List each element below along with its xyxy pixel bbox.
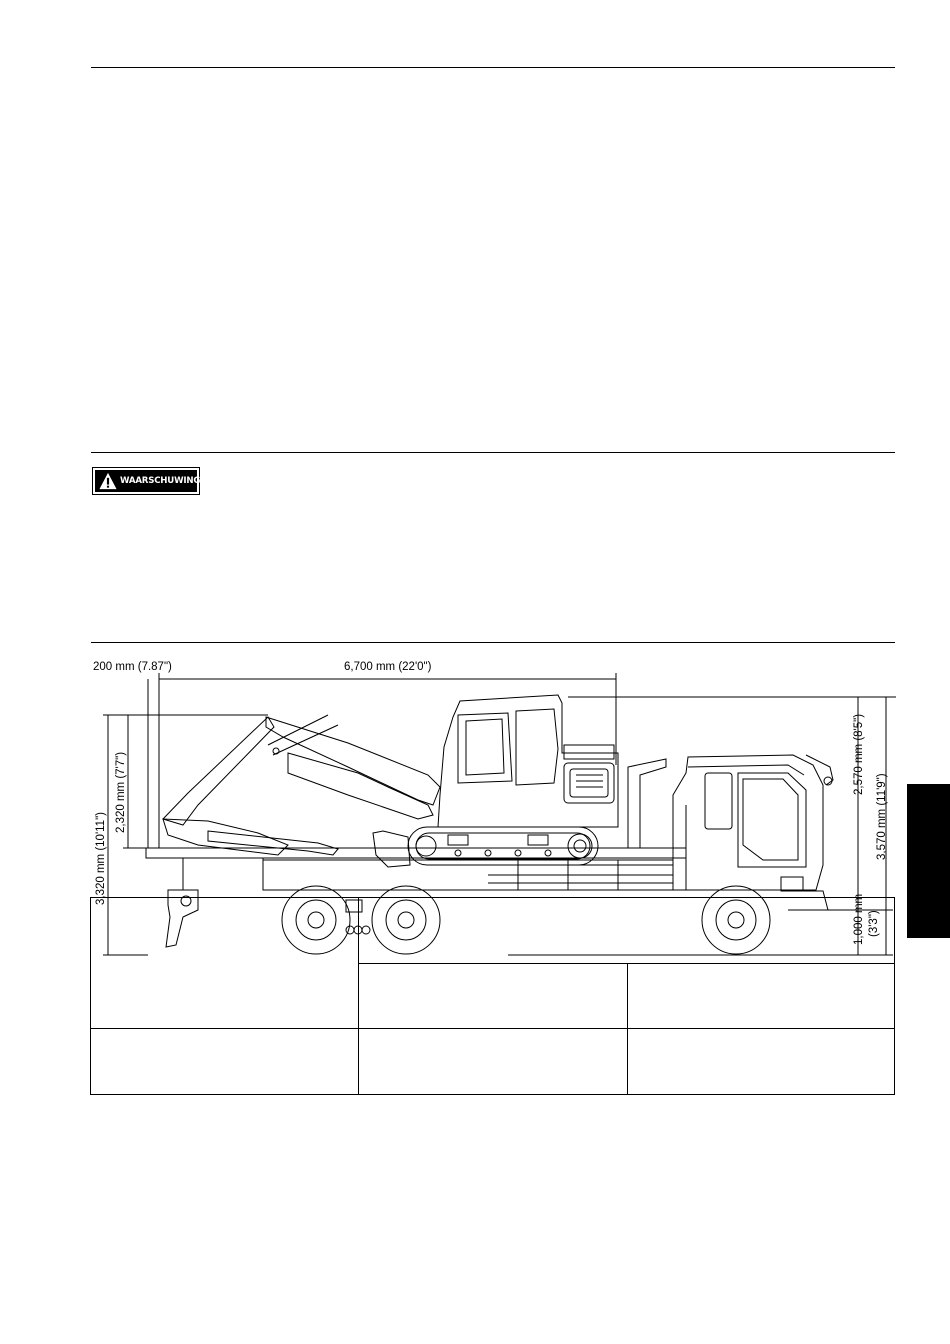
table-row-val-2 [628,1029,895,1095]
table-header-group [359,898,895,964]
exclamation-triangle-icon [99,472,117,490]
dim-front-overhang: 200 mm (7.87") [93,661,172,673]
dim-bed-height-ft: (3'3") [868,910,880,937]
spec-table [90,897,895,1095]
section-rule-warning [91,452,895,453]
table-header-left [91,898,359,1029]
top-rule [91,67,895,68]
dim-bed-height-mm: 1,000 mm [853,893,865,945]
table-sub-col-1 [359,963,628,1029]
table-sub-col-2 [628,963,895,1029]
dim-machine-length: 6,700 mm (22'0") [344,661,432,673]
table-row-label [91,1029,359,1095]
table-row-val-1 [359,1029,628,1095]
warning-badge [92,467,200,495]
warning-label: WAARSCHUWING [120,476,201,486]
dim-total-height: 3,320 mm (10'11") [95,812,107,905]
dim-truck-height: 2,570 mm (8'5") [853,713,865,795]
dim-machine-height: 2,320 mm (7'7") [115,751,127,833]
section-tab [907,784,950,938]
section-rule-figure [91,642,895,643]
dim-loaded-height: 3,570 mm (11'9") [876,773,888,860]
